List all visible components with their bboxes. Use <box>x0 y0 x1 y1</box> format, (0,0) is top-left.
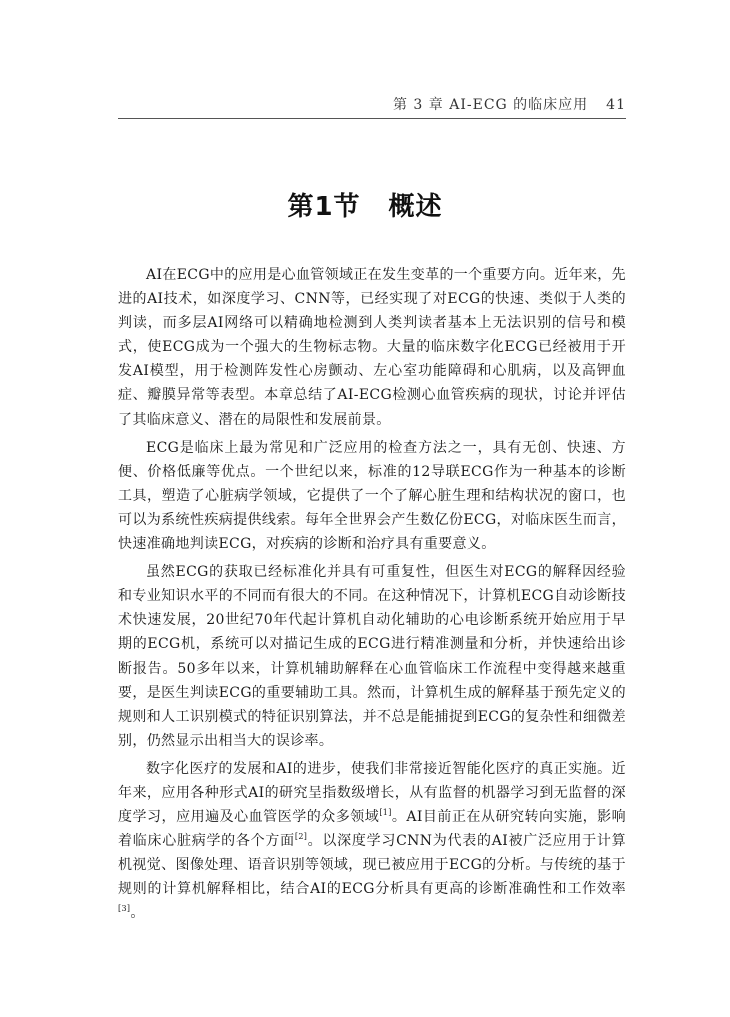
paragraph-text: ECG是临床上最为常见和广泛应用的检查方法之一，具有无创、快速、方便、价格低廉等优点。一个世纪以来，标准的12导联ECG作为一种基本的诊断工具，塑造了心脏病学领域，它提供了一个了解心脏生理和结构状况的窗口，也可以为系统性疾病提供线索。每年全世界会产生数亿份ECG，对临床医生而言，快速准确地判读ECG，对疾病的诊断和治疗具有重要意义。 <box>118 439 626 553</box>
paragraph-2 <box>118 436 626 556</box>
citation-ref: [2] <box>294 832 308 842</box>
paragraph-1 <box>118 263 626 432</box>
paragraph-text: 数字化医疗的发展和AI的进步，使我们非常接近智能化医疗的真正实施。近年来，应用各种形式AI的研究呈指数级增长，从有监督的机器学习到无监督的深度学习，应用遍及心血管医学的众多领域 <box>118 760 626 826</box>
paragraph-4 <box>118 757 626 926</box>
paragraph-text: 。 <box>130 905 145 922</box>
section-heading <box>0 186 730 223</box>
citation-ref: [1] <box>379 808 392 818</box>
body-text <box>118 263 626 930</box>
paragraph-text: 。以深度学习CNN为代表的AI被广泛应用于计算机视觉、图像处理、语音识别等领域，现已被应用于ECG的分析。与传统的基于规则的计算机解释相比，结合AI的ECG分析具有更高的诊断准确性和工作效率 <box>118 833 626 898</box>
chapter-title: 第 3 章 AI-ECG 的临床应用 <box>392 97 589 113</box>
paragraph-text: AI在ECG中的应用是心血管领域正在发生变革的一个重要方向。近年来，先进的AI技术，如深度学习、CNN等，已经实现了对ECG的快速、类似于人类的判读，而多层AI网络可以精确地检测到人类判读者基本上无法识别的信号和模式，使ECG成为一个强大的生物标志物。大量的临床数字化ECG已经被用于开发AI模型，用于检测阵发性心房颤动、左心室功能障碍和心肌病，以及高钾血症、瓣膜异常等表型。本章总结了AI-ECG检测心血管疾病的现状，讨论并评估了其临床意义、潜在的局限性和发展前景。 <box>118 267 627 428</box>
paragraph-text: 虽然ECG的获取已经标准化并具有可重复性，但医生对ECG的解释因经验和专业知识水平的不同而有很大的不同。在这种情况下，计算机ECG自动诊断技术快速发展，20世纪70年代起计算机自动化辅助的心电诊断系统开始应用于早期的ECG机，系统可以对描记生成的ECG进行精准测量和分析，并快速给出诊断报告。50多年以来，计算机辅助解释在心血管临床工作流程中变得越来越重要，是医生判读ECG的重要辅助工具。然而，计算机生成的解释基于预先定义的规则和人工识别模式的特征识别算法，并不总是能捕捉到ECG的复杂性和细微差别，仍然显示出相当大的误诊率。 <box>118 564 626 749</box>
citation-ref: [3] <box>118 904 131 914</box>
section-number: 第1节 <box>287 192 361 222</box>
paragraph-3 <box>118 560 626 753</box>
running-header <box>118 94 626 119</box>
page-number: 41 <box>606 97 626 113</box>
paragraph-text: 。AI目前正在从研究转向实施，影响着临床心脏病学的各个方面 <box>118 809 626 850</box>
section-title: 概述 <box>388 192 443 222</box>
